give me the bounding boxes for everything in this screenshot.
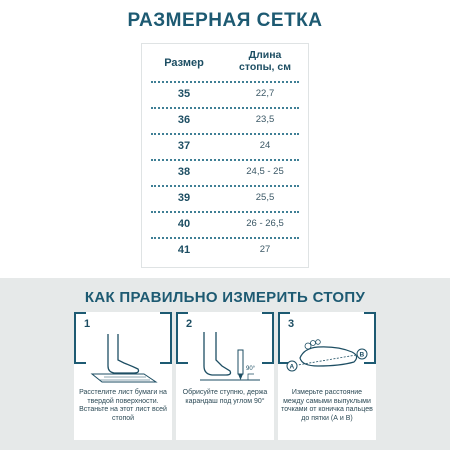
step-text: Обрисуйте ступню, держа карандаш под углом 90°	[182, 389, 268, 405]
size-cell: 41	[177, 244, 191, 256]
table-row	[142, 81, 308, 107]
page-title: РАЗМЕРНАЯ СЕТКА	[127, 10, 323, 31]
size-cell: 36	[177, 114, 191, 126]
length-cell: 26 - 26,5	[246, 218, 284, 229]
step-text: Расстелите лист бумаги на твердой поверхности. Встаньте на этот лист всей стопой	[79, 389, 167, 422]
size-cell: 38	[177, 166, 191, 178]
step-card-3	[278, 312, 376, 440]
column-header-size: Размер	[164, 57, 204, 69]
step-card-2	[176, 312, 274, 440]
length-cell: 25,5	[255, 192, 275, 203]
size-table	[141, 43, 309, 268]
size-cell: 39	[177, 192, 191, 204]
step-number: 3	[288, 318, 295, 330]
step-number: 1	[84, 318, 91, 330]
row-divider	[151, 133, 299, 135]
table-row	[142, 107, 308, 133]
table-row	[142, 133, 308, 159]
step-number: 2	[186, 318, 193, 330]
size-cell: 35	[177, 88, 191, 100]
foot-on-paper-icon	[74, 330, 172, 386]
column-header-length	[226, 49, 304, 73]
table-row	[142, 237, 308, 263]
length-cell: 24,5 - 25	[246, 166, 284, 177]
foot-outline-measure-icon	[278, 330, 376, 386]
table-row	[142, 185, 308, 211]
step-text: Измерьте расстояние между самыми выпуклыми точками от коничка пальцев до пятки (А и В)	[281, 389, 373, 422]
row-divider	[151, 81, 299, 83]
size-cell: 37	[177, 140, 191, 152]
foot-and-pencil-icon	[176, 330, 274, 386]
point-a-label: A	[289, 363, 295, 371]
point-b-label: B	[359, 351, 365, 359]
column-header-length-line2: стопы, см	[238, 61, 291, 73]
table-row	[142, 159, 308, 185]
row-divider	[151, 159, 299, 161]
angle-label: 90°	[246, 366, 256, 372]
howto-title: КАК ПРАВИЛЬНО ИЗМЕРИТЬ СТОПУ	[84, 289, 366, 306]
table-row	[142, 211, 308, 237]
row-divider	[151, 185, 299, 187]
table-header	[142, 44, 308, 81]
size-cell: 40	[177, 218, 191, 230]
column-header-length-line1: Длина	[248, 49, 282, 61]
length-cell: 23,5	[255, 114, 275, 125]
length-cell: 27	[259, 244, 271, 255]
row-divider	[151, 237, 299, 239]
row-divider	[151, 211, 299, 213]
step-card-1	[74, 312, 172, 440]
row-divider	[151, 107, 299, 109]
length-cell: 24	[259, 140, 271, 151]
length-cell: 22,7	[255, 88, 275, 99]
